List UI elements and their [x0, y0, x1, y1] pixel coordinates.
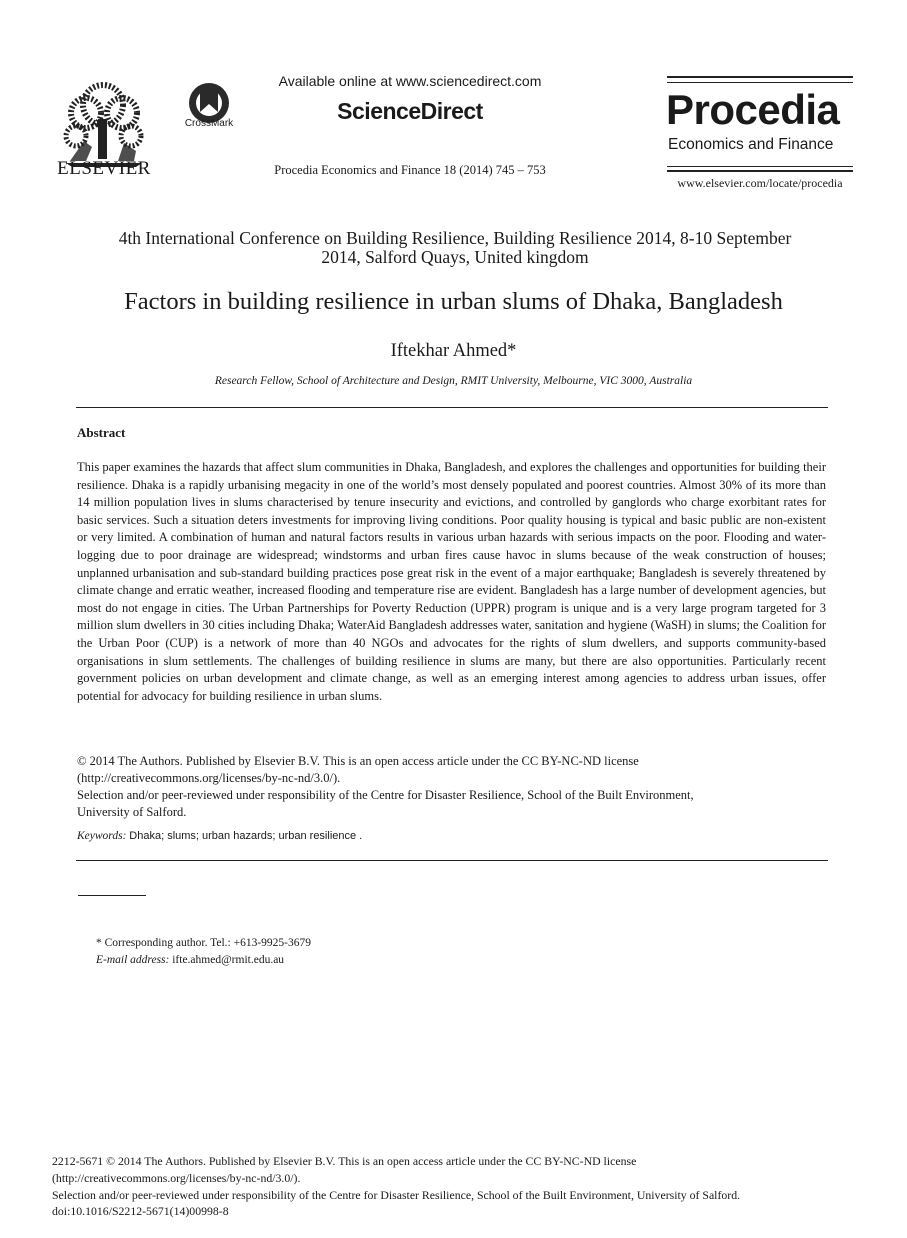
footnote-rule [78, 895, 146, 896]
procedia-rule [667, 166, 853, 167]
keywords-line [77, 830, 826, 842]
review-line-2: University of Salford. [77, 805, 187, 819]
keywords-label: Keywords: [77, 830, 127, 842]
footer-review-line: Selection and/or peer-reviewed under responsibility of the Centre for Disaster Resilience, School of the Built Environment, University of Salford. [52, 1187, 741, 1202]
email-label: E-mail address: [96, 954, 170, 966]
license-link[interactable]: (http://creativecommons.org/licenses/by-nc-nd/3.0/). [77, 771, 341, 785]
abstract-body: This paper examines the hazards that affect slum communities in Dhaka, Bangladesh, and explores the challenges and opportunities for building their resilience. Dhaka is a rapidly urbanising megacity in one of the world’s most densely populated and poorest countries. Almost 30% of its more than 14 million population lives in slums characterised by tenure insecurity and evictions, and controlled by ganglords who charge exorbitant rates for basic services. Such a situation deters investments for improving living conditions. Poor quality housing is typical and basic public are non-existent or very limited. A combination of human and natural factors results in various urban hazards with serious impacts on the poor. Flooding and water-logging due to poor drainage are widespread; windstorms and urban fires cause havoc in slums because of the weak construction of houses; unplanned urbanisation and sub-standard building practices pose great risk in the event of a major earthquake; Bangladesh is severely threatened by climate change and erratic weather, increased flooding and temperature rise are evident. Bangladesh has a large number of development agencies, but most do not engage in cities. The Urban Partnerships for Poverty Reduction (UPPR) program is unique and is a very large program targeted for 3 million slum dwellers in 30 cities including Dhaka; WaterAid Bangladesh addresses water, sanitation and hygiene (WaSH) in slums; the Coalition for the Urban Poor (CUP) is a network of more than 40 NGOs and advocates for the rights of slum dwellers, and supports community-based organisations in slum settlements. The challenges of building resilience in slums are many, but there are also opportunities. Particularly recent government policies on urban development and climate change, as well as an emerging interest among agencies to address urban issues, offer potential for advocacy for building resilience in urban slums. [77, 460, 826, 703]
journal-reference: Procedia Economics and Finance 18 (2014) 745 – 753 [274, 163, 546, 177]
procedia-subtitle: Economics and Finance [668, 136, 834, 153]
paper-title: Factors in building resilience in urban slums of Dhaka, Bangladesh [124, 288, 783, 315]
email-address[interactable]: ifte.ahmed@rmit.edu.au [172, 954, 285, 966]
procedia-title: Procedia [666, 86, 840, 133]
footer-license-link[interactable]: (http://creativecommons.org/licenses/by-nc-nd/3.0/). [52, 1170, 301, 1185]
procedia-rule [667, 82, 853, 83]
abstract-heading: Abstract [77, 425, 126, 440]
available-online-text: Available online at www.sciencedirect.com [278, 73, 542, 89]
sciencedirect-logo-text: ScienceDirect [337, 98, 483, 124]
section-divider [76, 860, 828, 861]
page-footer [52, 1153, 852, 1220]
email-line [96, 954, 284, 966]
procedia-rule [667, 76, 853, 78]
procedia-rule [667, 170, 853, 172]
conference-name [70, 229, 840, 267]
keywords-values: Dhaka; slums; urban hazards; urban resilience . [129, 830, 363, 842]
section-divider [76, 407, 828, 408]
conference-line-2: 2014, Salford Quays, United kingdom [321, 247, 589, 267]
procedia-url: www.elsevier.com/locate/procedia [677, 176, 843, 190]
footer-issn-line: 2212-5671 © 2014 The Authors. Published by Elsevier B.V. This is an open access article under the CC BY-NC-ND license [52, 1154, 637, 1168]
crossmark-label: CrossMark [184, 118, 234, 129]
license-block [77, 753, 826, 821]
footer-doi[interactable]: doi:10.1016/S2212-5671(14)00998-8 [52, 1204, 229, 1219]
corresponding-author-note: * Corresponding author. Tel.: +613-9925-3679 [96, 937, 312, 949]
review-line-1: Selection and/or peer-reviewed under responsibility of the Centre for Disaster Resilience, School of the Built Environment, [77, 788, 694, 802]
author-name: Iftekhar Ahmed* [390, 341, 517, 361]
copyright-line: © 2014 The Authors. Published by Elsevier B.V. This is an open access article under the CC BY-NC-ND license [77, 754, 639, 768]
author-affiliation: Research Fellow, School of Architecture and Design, RMIT University, Melbourne, VIC 3000, Australia [214, 375, 693, 387]
publisher-name: ELSEVIER [57, 158, 151, 179]
conference-line-1: 4th International Conference on Building Resilience, Building Resilience 2014, 8-10 September [118, 228, 792, 248]
